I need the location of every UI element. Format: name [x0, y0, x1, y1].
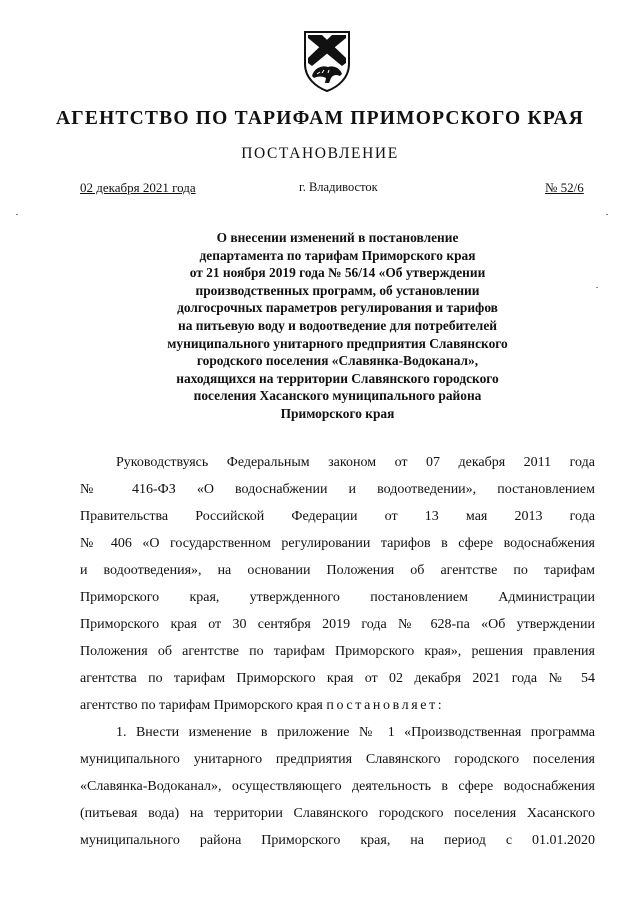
preamble-line: № 406 «О государственном регулировании тарифов в сфере водоснабжения [80, 536, 595, 551]
item-line: 1. Внести изменение в приложение № 1 «Производственная программа [116, 725, 595, 740]
document-number: № 52/6 [545, 180, 584, 195]
document-city: г. Владивосток [299, 180, 378, 194]
preamble-line: и водоотведения», на основании Положения об агентстве по тарифам [80, 563, 595, 578]
subject-line: городского поселения «Славянка-Водоканал», [196, 353, 479, 369]
item-line: (питьевая вода) на территории Славянского городского поселения Хасанского [80, 806, 595, 821]
preamble-line: агентства по тарифам Приморского края от 02 декабря 2021 года № 54 [80, 671, 595, 686]
scan-speck [596, 287, 598, 288]
item-line: муниципального района Приморского края, на период с 01.01.2020 [80, 833, 595, 848]
scan-speck [16, 214, 18, 215]
agency-name: АГЕНТСТВО ПО ТАРИФАМ ПРИМОРСКОГО КРАЯ [55, 108, 585, 129]
preamble-line: Приморского края, утвержденного постановлением Администрации [80, 590, 595, 605]
scan-speck [606, 214, 608, 215]
coat-of-arms-icon [302, 30, 352, 92]
preamble-line: Положения об агентстве по тарифам Приморского края», решения правления [80, 644, 595, 659]
subject-line: Приморского края [280, 405, 395, 421]
resolution-verb: постановляет: [326, 698, 445, 713]
subject-line: поселения Хасанского муниципального района [193, 388, 482, 404]
subject-line: производственных программ, об установлении [195, 282, 480, 298]
item-line: муниципального унитарного предприятия Славянского городского поселения [80, 752, 595, 767]
preamble-line: № 416-ФЗ «О водоснабжении и водоотведении», постановлением [80, 482, 595, 497]
preamble-line: Руководствуясь Федеральным законом от 07 декабря 2011 года [116, 455, 595, 470]
document-date: 02 декабря 2021 года [80, 180, 196, 195]
preamble-line: Приморского края от 30 сентября 2019 года № 628-па «Об утверждении [80, 617, 595, 632]
subject-line: долгосрочных параметров регулирования и тарифов [177, 300, 498, 316]
document-subject [80, 229, 595, 423]
item-line: «Славянка-Водоканал», осуществляющего деятельность в сфере водоснабжения [80, 779, 595, 794]
subject-line: муниципального унитарного предприятия Славянского [167, 335, 508, 351]
subject-line: департамента по тарифам Приморского края [199, 247, 476, 263]
preamble-line: Правительства Российской Федерации от 13 мая 2013 года [80, 509, 595, 524]
preamble-line: агентство по тарифам Приморского края [80, 698, 327, 713]
subject-line: находящихся на территории Славянского городского [176, 370, 499, 386]
preamble-final-line [80, 698, 595, 714]
subject-line: от 21 ноября 2019 года № 56/14 «Об утверждении [189, 265, 486, 281]
subject-line: О внесении изменений в постановление [216, 230, 459, 245]
document-type: ПОСТАНОВЛЕНИЕ [241, 145, 399, 162]
subject-line: на питьевую воду и водоотведение для потребителей [178, 317, 497, 333]
